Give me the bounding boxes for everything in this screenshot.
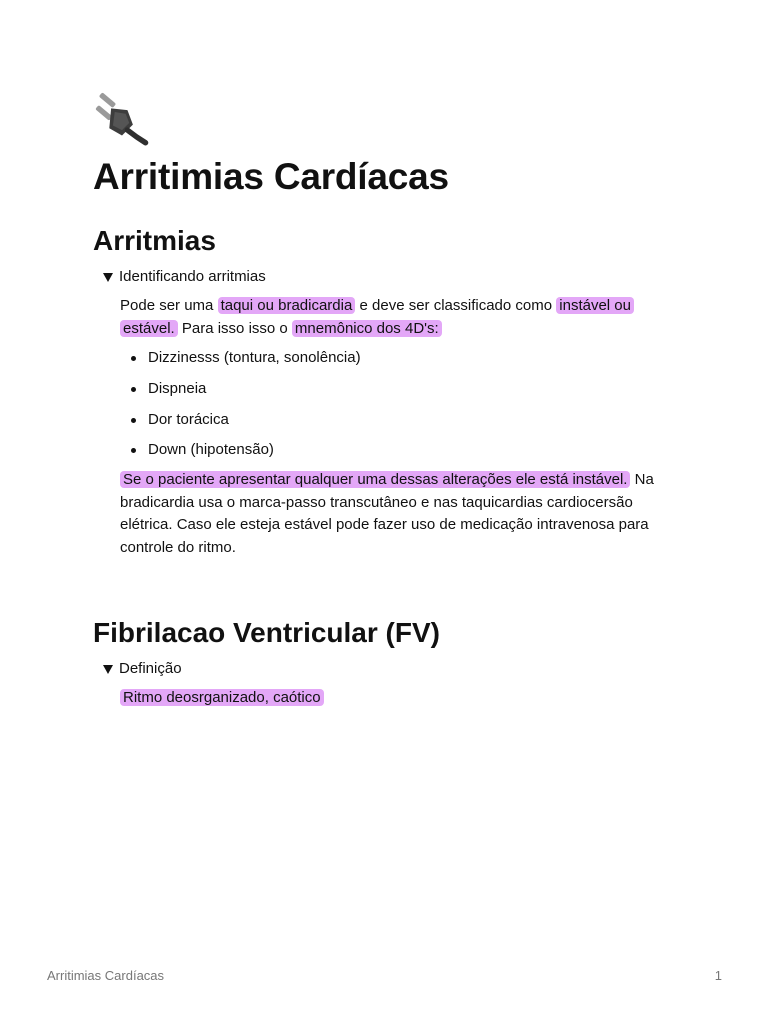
section-heading-arritmias: Arritmias [93, 225, 216, 256]
highlight-taqui-bradicardia: taqui ou bradicardia [218, 297, 356, 314]
intro-text-3: Para isso isso o [177, 319, 292, 337]
definition-paragraph [120, 687, 678, 710]
toggle-header[interactable] [103, 659, 678, 679]
page-content [93, 92, 678, 710]
list-item-text: Down (hipotensão) [148, 441, 274, 459]
toggle-identificando-arritmias [103, 267, 678, 559]
page-title: Arritimias Cardíacas [93, 156, 449, 197]
list-item [120, 409, 678, 431]
list-item-text: Dor torácica [148, 410, 229, 428]
outro-paragraph [120, 469, 678, 559]
toggle-header[interactable] [103, 267, 678, 287]
section-heading-fibrilacao-ventricular: Fibrilacao Ventricular (FV) [93, 617, 440, 649]
toggle-definicao [103, 659, 678, 710]
toggle-body [120, 687, 678, 710]
bullet-dot-icon [131, 356, 136, 361]
toggle-label: Identificando arritmias [119, 268, 266, 285]
intro-text-2: e deve ser classificado como [355, 297, 557, 314]
highlight-instavel-estavel: instável ou estável. [120, 297, 634, 337]
intro-text-1: Pode ser uma [120, 297, 218, 314]
footer-title: Arritimias Cardíacas [47, 968, 165, 983]
list-item-text: Dizzinesss (tontura, sonolência) [148, 349, 361, 366]
electric-plug-icon [93, 92, 151, 150]
bullet-dot-icon [131, 448, 136, 453]
toggle-body [120, 295, 678, 559]
list-item [120, 439, 678, 461]
footer-page-number: 1 [714, 968, 722, 983]
list-item [120, 347, 678, 369]
list-item-text: Dispneia [148, 379, 207, 397]
intro-paragraph [120, 295, 678, 340]
bullet-dot-icon [131, 418, 136, 423]
outro-text: Na bradicardia usa o marca-passo transcutâneo e nas taquicardias cardiocersão elétrica. Caso ele esteja estável pode fazer uso de medicação intravenosa para controle do ritmo. [120, 471, 654, 556]
bullet-list-4ds [120, 347, 678, 461]
highlight-mnemonico: mnemônico dos 4D's: [292, 320, 442, 337]
list-item [120, 378, 678, 400]
toggle-triangle-icon[interactable] [103, 665, 113, 674]
bullet-dot-icon [131, 387, 136, 392]
highlight-definicao: Ritmo deosrganizado, caótico [120, 689, 324, 706]
toggle-triangle-icon[interactable] [103, 273, 113, 282]
toggle-label: Definição [119, 660, 182, 678]
highlight-instavel-statement: Se o paciente apresentar qualquer uma dessas alterações ele está instável. [120, 471, 630, 488]
